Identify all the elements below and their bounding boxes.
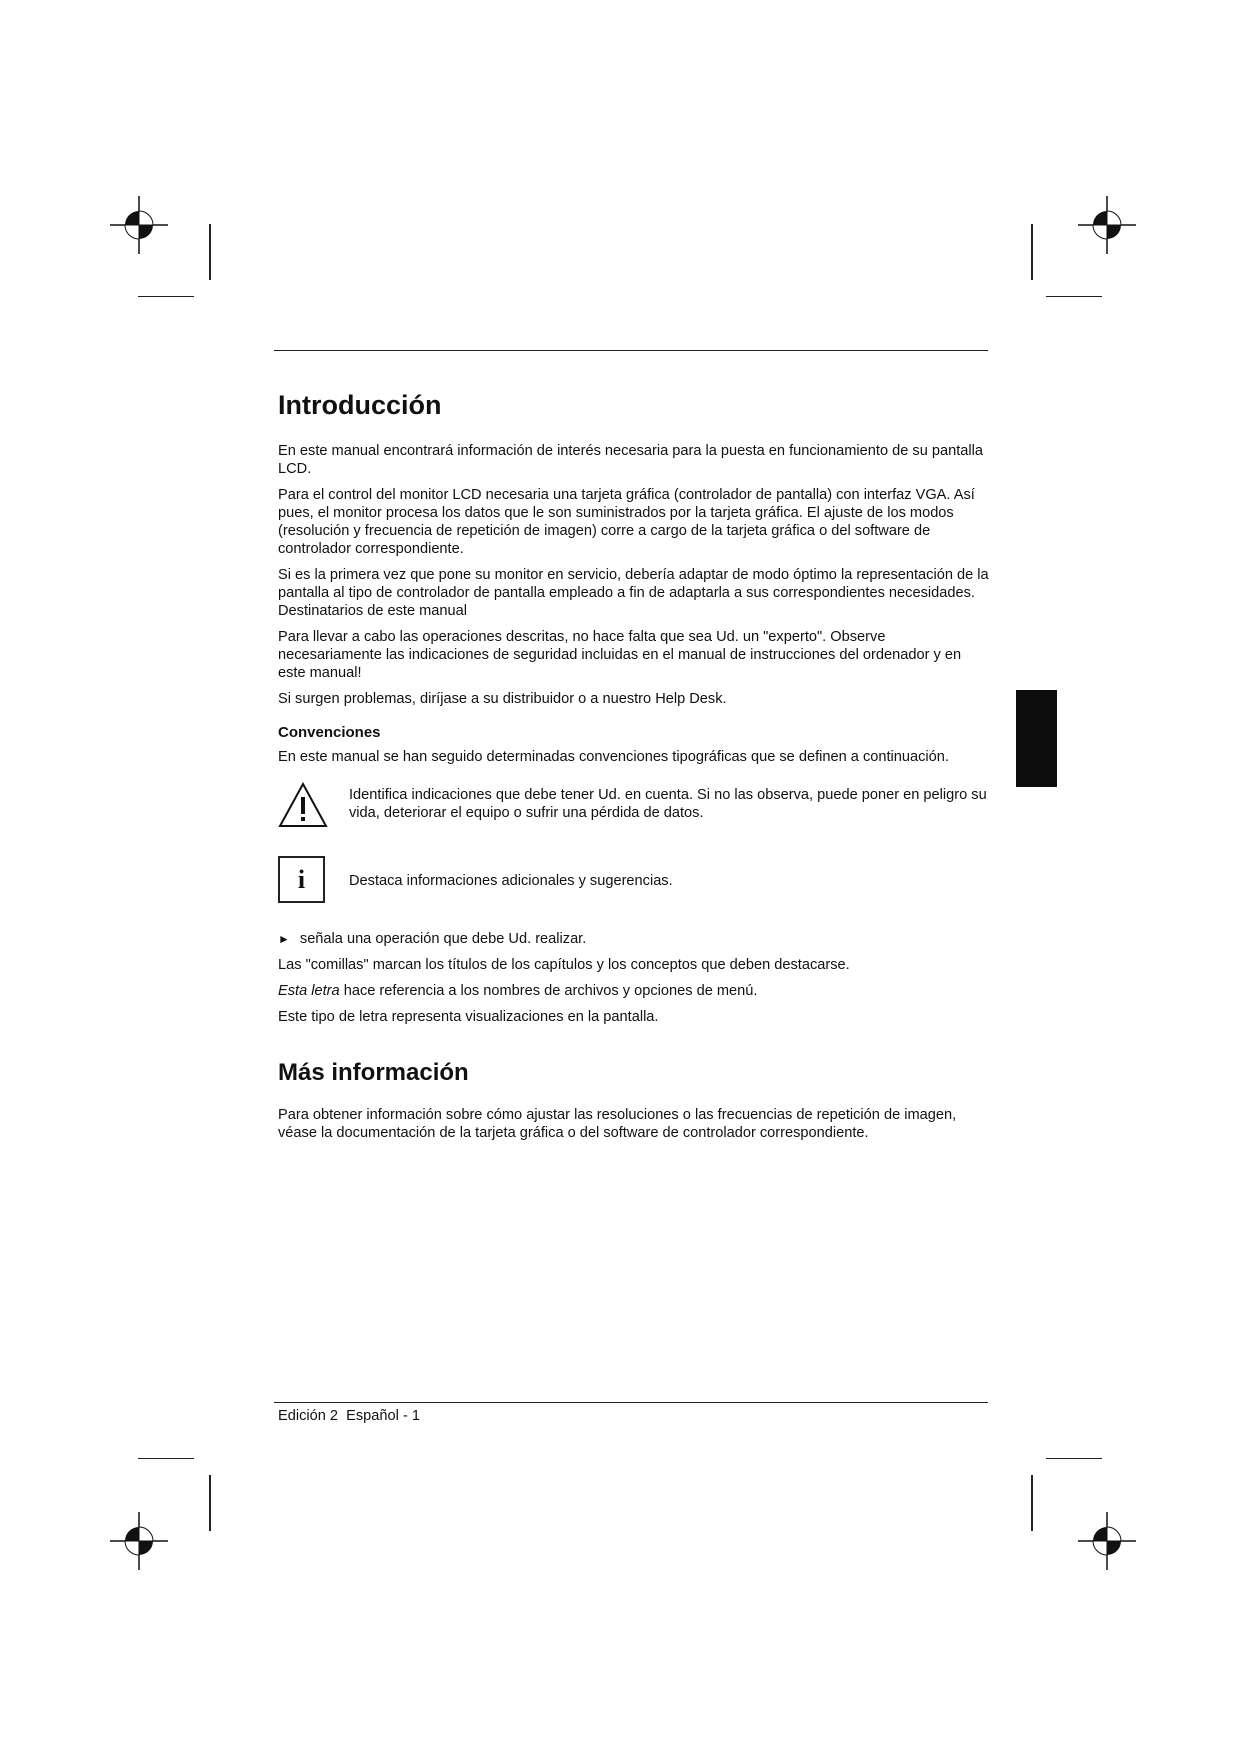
paragraph: Para obtener información sobre cómo ajustar las resoluciones o las frecuencias de repetición de imagen, véase la documentación de la tarjeta gráfica o del software de controlador correspondiente.	[278, 1107, 957, 1141]
paragraph: Si es la primera vez que pone su monitor en servicio, debería adaptar de modo óptimo la representación de la pantalla al tipo de controlador de pantalla empleado a fin de adaptarla a sus correspondientes necesidades. Destinatarios de este manual	[278, 567, 989, 619]
crop-line	[209, 1475, 211, 1531]
crop-line	[1046, 296, 1102, 297]
italic-sample: Esta letra	[278, 983, 340, 999]
crop-line	[209, 224, 211, 280]
paragraph: Para el control del monitor LCD necesaria una tarjeta gráfica (controlador de pantalla) con interfaz VGA. Así pues, el monitor procesa los datos que le son suministrados por la tarjeta gráfica. El ajuste de los modos (resolución y frecuencia de repetición de imagen) corre a cargo de la tarjeta gráfica o del software de controlador correspondiente.	[278, 487, 975, 557]
registration-mark-icon	[110, 196, 168, 254]
info-icon: i	[278, 856, 325, 903]
footer-rule	[274, 1402, 988, 1403]
section-title: Más información	[278, 1059, 469, 1086]
info-note	[278, 856, 990, 918]
registration-mark-icon	[1078, 1512, 1136, 1570]
step-convention	[278, 930, 990, 948]
paragraph: Para llevar a cabo las operaciones descritas, no hace falta que sea Ud. un "experto". Observe necesariamente las indicaciones de seguridad incluidas en el manual de instrucciones del ordenador y en este manual!	[278, 629, 962, 681]
paragraph: En este manual se han seguido determinadas convenciones tipográficas que se definen a continuación.	[278, 749, 949, 765]
paragraph: Las "comillas" marcan los títulos de los capítulos y los conceptos que deben destacarse.	[278, 957, 850, 973]
warning-note	[278, 782, 990, 838]
page-title: Introducción	[278, 390, 442, 420]
registration-mark-icon	[1078, 196, 1136, 254]
registration-mark-icon	[110, 1512, 168, 1570]
paragraph: Este tipo de letra representa visualizaciones en la pantalla.	[278, 1009, 659, 1025]
crop-line	[138, 296, 194, 297]
header-rule	[274, 350, 988, 351]
italic-convention	[278, 982, 990, 1000]
edition-label: Edición 2	[278, 1408, 339, 1424]
warning-icon	[278, 782, 328, 828]
thumb-index-tab	[1016, 690, 1057, 787]
warning-text: Identifica indicaciones que debe tener Ud. en cuenta. Si no las observa, puede poner en peligro su vida, deteriorar el equipo o sufrir una pérdida de datos.	[349, 787, 987, 821]
info-text: Destaca informaciones adicionales y sugerencias.	[349, 873, 673, 889]
arrow-right-icon: ►	[278, 932, 290, 946]
page-number: Español - 1	[346, 1408, 420, 1424]
crop-line	[138, 1458, 194, 1459]
crop-line	[1031, 224, 1033, 280]
step-text: señala una operación que debe Ud. realizar.	[299, 931, 587, 947]
crop-line	[1031, 1475, 1033, 1531]
italic-rest: hace referencia a los nombres de archivos y opciones de menú.	[339, 983, 758, 999]
crop-line	[1046, 1458, 1102, 1459]
paragraph: En este manual encontrará información de interés necesaria para la puesta en funcionamiento de su pantalla LCD.	[278, 443, 983, 477]
page-content	[278, 388, 990, 1150]
footer	[278, 1407, 420, 1425]
paragraph: Si surgen problemas, diríjase a su distribuidor o a nuestro Help Desk.	[278, 691, 727, 707]
section-heading: Convenciones	[278, 724, 381, 741]
